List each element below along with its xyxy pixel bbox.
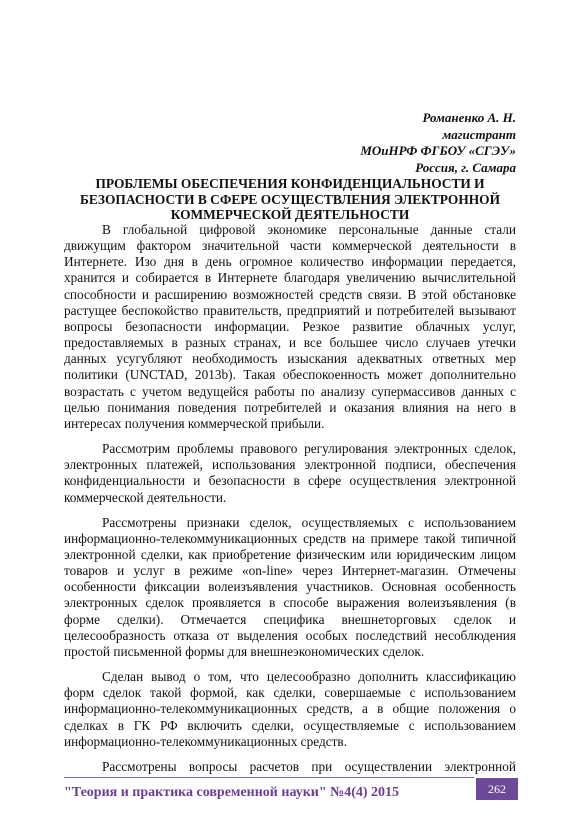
author-affiliation: МОиНРФ ФГБОУ «СГЭУ» bbox=[360, 143, 516, 158]
journal-title: "Теория и практика современной науки" №4(4) 2015 bbox=[64, 785, 400, 800]
paragraph: В глобальной цифровой экономике персональные данные стали движущим фактором значительной части коммерческой деятельности в Интернете. Изо дня в день огромное количество информации передается, хранится и собирается в Интернете благодаря увеличению вычислительной способности и расширению возможностей средств связи. В этой обстановке растущее беспокойство правительств, предприятий и потребителей вызывают вопросы безопасности информации. Резкое развитие облачных услуг, предоставляемых в разных странах, и все большее число случаев утечки данных усугубляют необходимость изыскания адекватных ответных мер политики (UNCTAD, 2013b). Такая обеспокоенность может дополнительно возрастать с учетом ведущейся работы по анализу супермассивов данных с целью понимания поведения потребителей и оказания влияния на него в интересах получения коммерческой прибыли. bbox=[64, 222, 516, 431]
author-block bbox=[360, 110, 516, 176]
author-position: магистрант bbox=[442, 126, 516, 142]
author-name: Романенко А. Н. bbox=[422, 110, 516, 125]
paragraph: Рассмотрены признаки сделок, осуществляемых с использованием информационно-телекоммуникационных средств на примере такой типичной электронной сделки, как приобретение физическим или юридическим лицом товаров и услуг в режиме «on-line» через Интернет-магазин. Отмечены особенности фиксации волеизъявления участников. Основная особенность электронных сделок проявляется в способе выражения волеизъявления (в форме сделки). Отмечается специфика внешнеторговых сделок и целесообразность отказа от выделения особых последствий несоблюдения простой письменной формы для внешнеэкономических сделок. bbox=[64, 514, 516, 659]
author-location: Россия, г. Самара bbox=[415, 159, 516, 175]
article-title: ПРОБЛЕМЫ ОБЕСПЕЧЕНИЯ КОНФИДЕНЦИАЛЬНОСТИ И БЕЗОПАСНОСТИ В СФЕРЕ ОСУЩЕСТВЛЕНИЯ ЭЛЕКТРОННОЙ КОММЕРЧЕСКОЙ ДЕЯТЕЛЬНОСТИ bbox=[79, 176, 500, 222]
paragraph: Сделан вывод о том, что целесообразно дополнить классификацию форм сделок такой формой, как сделки, совершаемые с использованием информационно-телекоммуникационных средств, а в общие положения о сделках в ГК РФ включить сделки, осуществляемые с использованием информационно-телекоммуникационных средств. bbox=[64, 669, 516, 749]
paragraph: Рассмотрены вопросы расчетов при осуществлении электронной bbox=[102, 758, 516, 774]
footer-divider bbox=[64, 777, 474, 778]
article-body bbox=[64, 222, 516, 784]
page-number: 262 bbox=[476, 778, 518, 800]
paragraph: Рассмотрим проблемы правового регулирования электронных сделок, электронных платежей, использования электронной подписи, обеспечения конфиденциальности и безопасности в сфере осуществления электронной коммерческой деятельности. bbox=[64, 441, 516, 505]
